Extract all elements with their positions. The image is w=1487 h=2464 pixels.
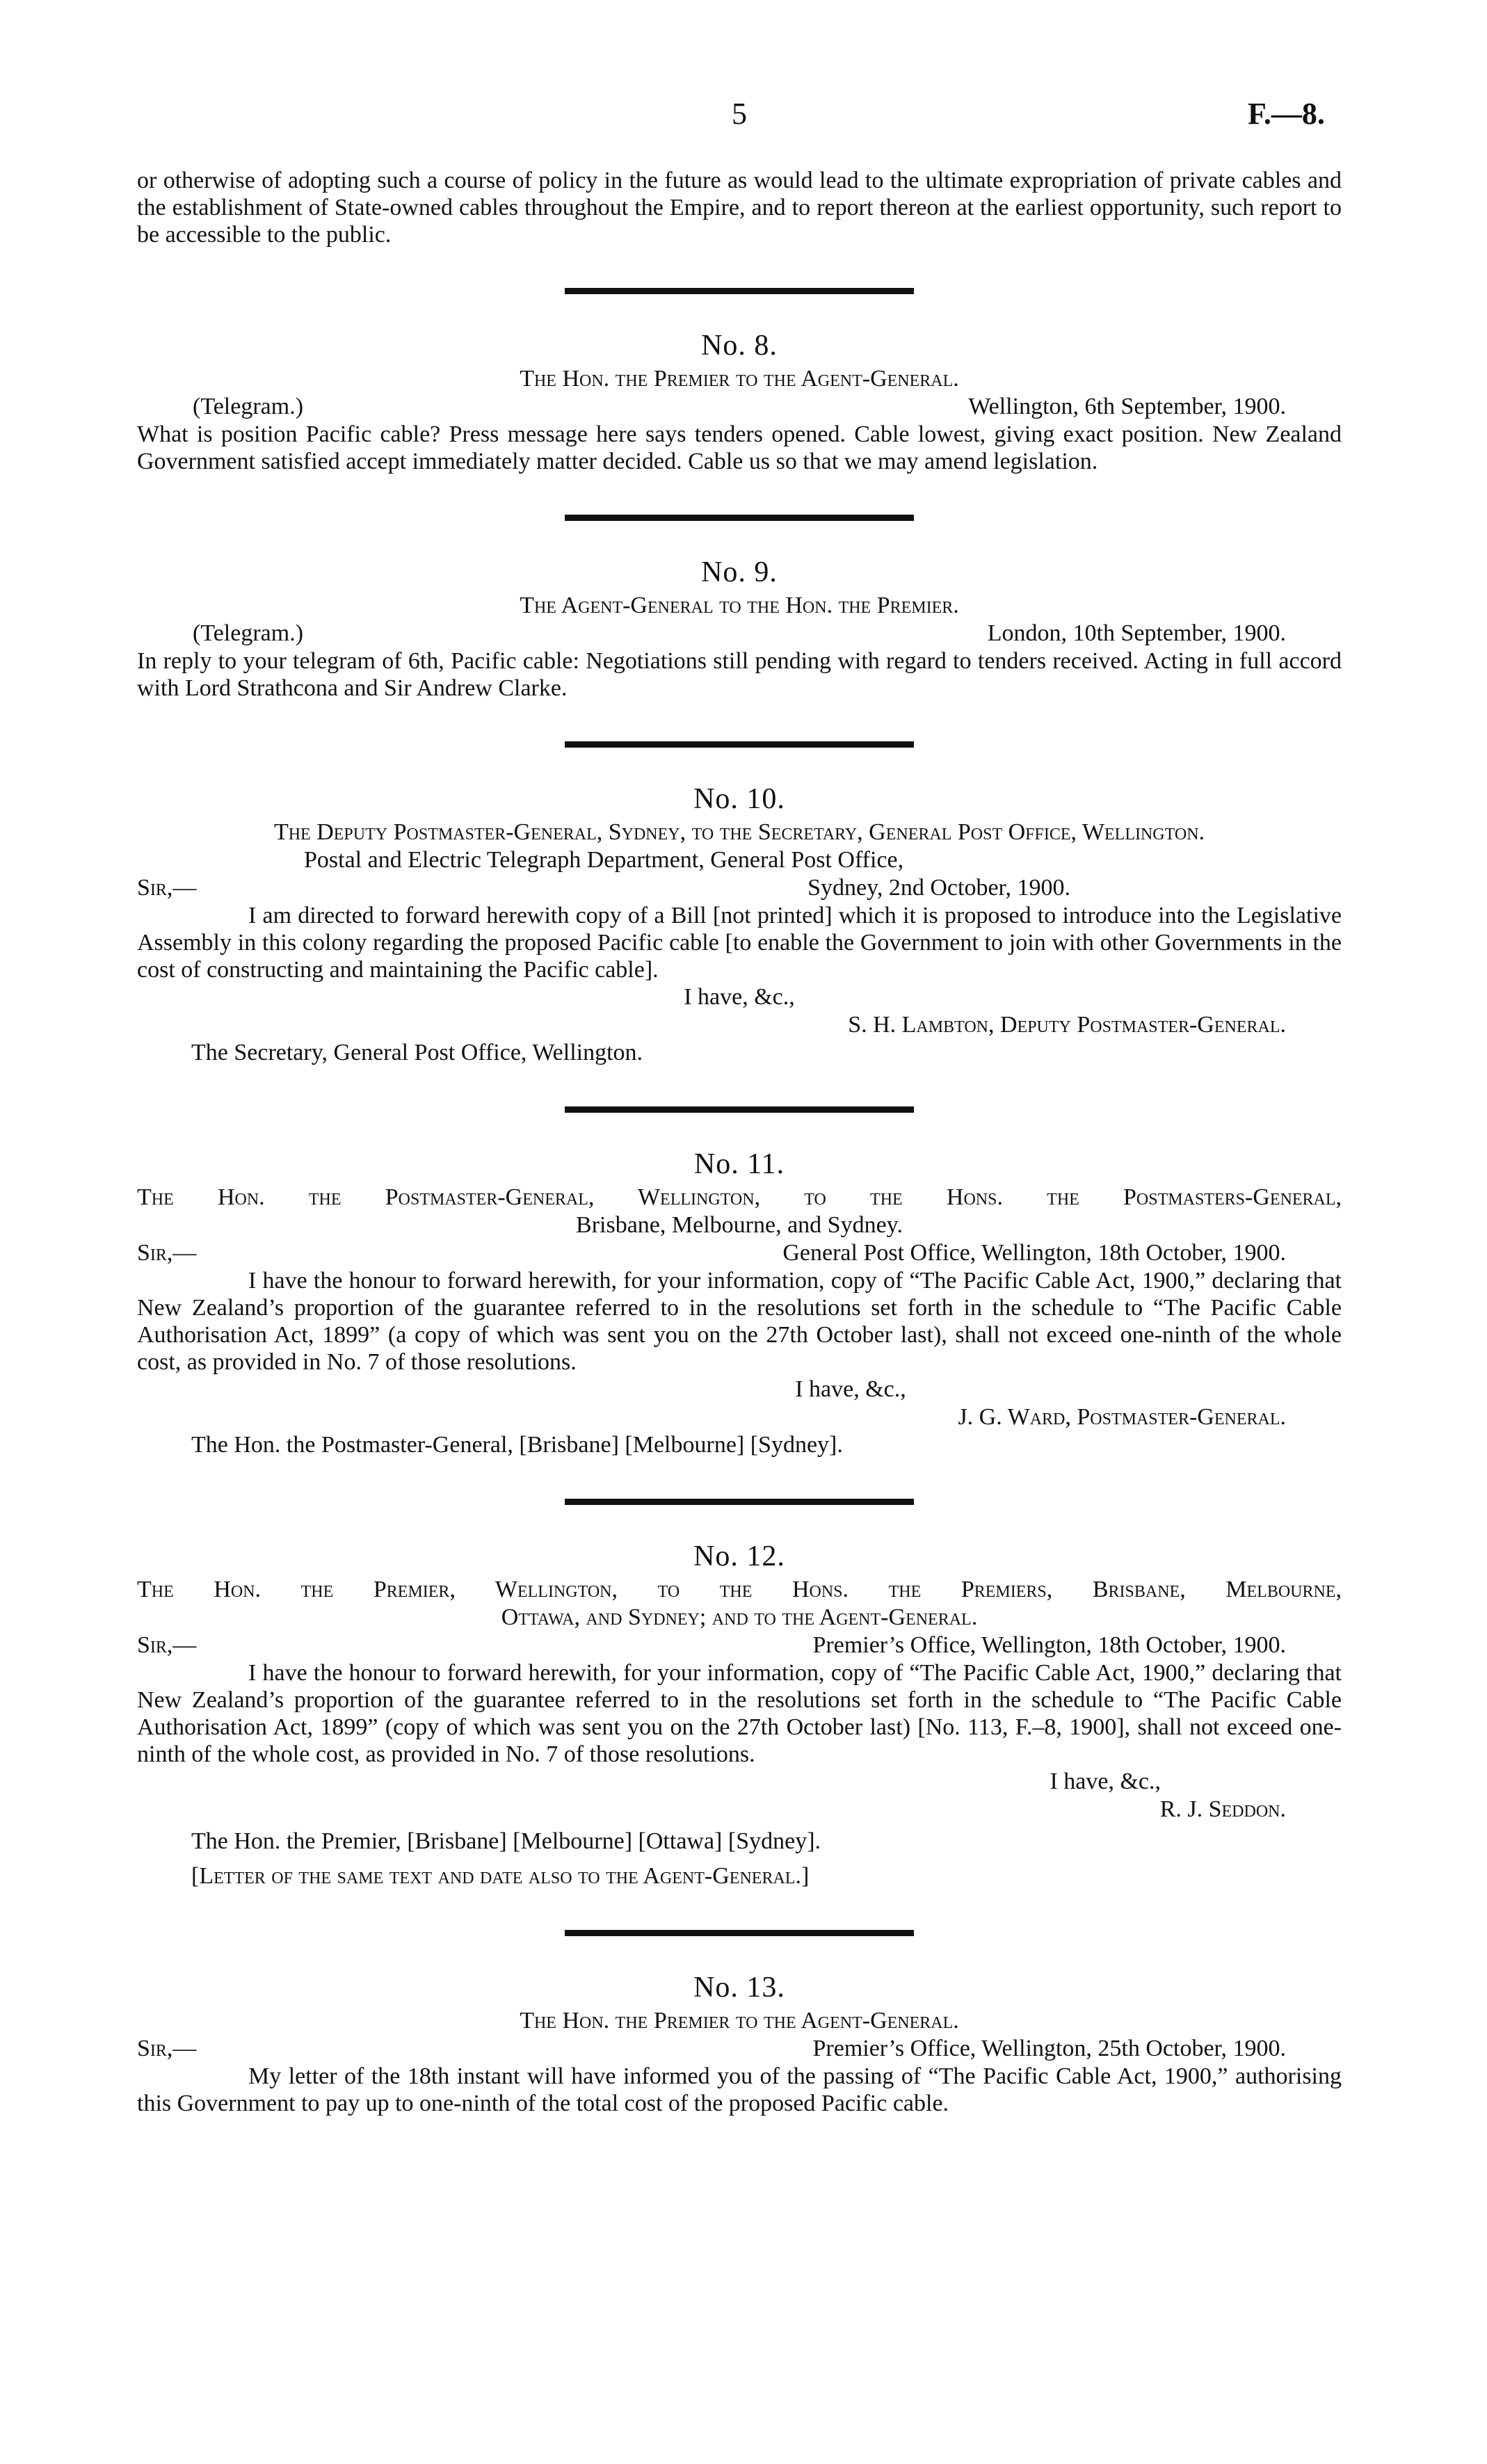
section-divider	[565, 515, 914, 521]
section-heading: The Deputy Postmaster-General, Sydney, to the Secretary, General Post Office, Wellington.	[273, 819, 1205, 845]
section-title: No. 8.	[701, 330, 778, 362]
letter-note: [Letter of the same text and date also to the Agent-General.]	[191, 1863, 810, 1889]
telegram-line	[137, 393, 1342, 421]
document-reference: F.—8.	[1248, 97, 1325, 131]
letter-salutation: Sir,—	[137, 1632, 197, 1658]
section-divider	[565, 1930, 914, 1936]
letter-salutation-line	[137, 1239, 1342, 1267]
section-title: No. 11.	[693, 1148, 785, 1180]
letter-addressee: The Hon. the Premier, [Brisbane] [Melbourne] [Ottawa] [Sydney].	[191, 1828, 821, 1854]
section-divider	[565, 741, 914, 748]
section-title: No. 13.	[693, 1972, 785, 2004]
section-title: No. 12.	[693, 1540, 785, 1572]
letter-dateline: Premier’s Office, Wellington, 25th October, 1900.	[812, 2036, 1286, 2061]
section-divider	[565, 288, 914, 294]
telegram-line	[137, 620, 1342, 647]
letter-closing: I have, &c.,	[1050, 1769, 1161, 1794]
letter-signature: R. J. Seddon.	[1159, 1796, 1286, 1822]
letter-body: My letter of the 18th instant will have informed you of the passing of “The Pacific Cable Act, 1900,” authorising this Government to pay up to one-ninth of the total cost of the proposed Pacific cable.	[137, 2063, 1342, 2116]
section-title: No. 10.	[693, 783, 785, 815]
section-heading: The Hon. the Premier, Wellington, to the Hons. the Premiers, Brisbane, Melbourne,	[137, 1577, 1342, 1602]
letter-salutation: Sir,—	[137, 2036, 197, 2061]
letter-closing: I have, &c.,	[795, 1376, 906, 1402]
letter-closing: I have, &c.,	[684, 984, 795, 1010]
section-heading: The Hon. the Premier to the Agent-General.	[520, 366, 959, 392]
letter-addressee: The Secretary, General Post Office, Wellington.	[191, 1040, 643, 1065]
telegram-dateline: Wellington, 6th September, 1900.	[968, 394, 1286, 419]
letter-signature: J. G. Ward, Postmaster-General.	[958, 1404, 1286, 1430]
document-page	[137, 97, 1342, 2117]
page-number: 5	[732, 97, 747, 131]
letter-address: Postal and Electric Telegraph Department, General Post Office,	[304, 847, 904, 873]
letter-salutation-line	[137, 874, 1342, 902]
letter-salutation: Sir,—	[137, 875, 197, 901]
letter-body: I have the honour to forward herewith, for your information, copy of “The Pacific Cable Act, 1900,” declaring that New Zealand’s proportion of the guarantee referred to in the resolutions set forth in the schedule to “The Pacific Cable Authorisation Act, 1899” (a copy of which was sent you on the 27th October last), shall not exceed one-ninth of the whole cost, as provided in No. 7 of those resolutions.	[137, 1268, 1342, 1375]
section-divider	[565, 1499, 914, 1505]
telegram-label: (Telegram.)	[193, 394, 304, 419]
letter-dateline: General Post Office, Wellington, 18th October, 1900.	[782, 1240, 1286, 1266]
intro-paragraph: or otherwise of adopting such a course of policy in the future as would lead to the ultimate expropriation of private cables and the establishment of State-owned cables throughout the Empire, and to report thereon at the earliest opportunity, such report to be accessible to the public.	[137, 168, 1342, 248]
telegram-body: In reply to your telegram of 6th, Pacific cable: Negotiations still pending with regard to tenders received. Acting in full accord with Lord Strathcona and Sir Andrew Clarke.	[137, 648, 1342, 701]
letter-dateline: Sydney, 2nd October, 1900.	[807, 875, 1070, 901]
letter-salutation-line	[137, 1632, 1342, 1659]
telegram-label: (Telegram.)	[193, 620, 304, 646]
section-heading-continued: Brisbane, Melbourne, and Sydney.	[576, 1212, 903, 1238]
letter-dateline: Premier’s Office, Wellington, 18th October, 1900.	[812, 1632, 1286, 1658]
letter-signature: S. H. Lambton, Deputy Postmaster-General.	[848, 1012, 1286, 1038]
telegram-dateline: London, 10th September, 1900.	[987, 620, 1286, 646]
telegram-body: What is position Pacific cable? Press message here says tenders opened. Cable lowest, giving exact position. New Zealand Government satisfied accept immediately matter decided. Cable us so that we may amend legislation.	[137, 421, 1342, 474]
letter-salutation: Sir,—	[137, 1240, 197, 1266]
section-divider	[565, 1106, 914, 1113]
section-heading-continued: Ottawa, and Sydney; and to the Agent-General.	[501, 1604, 978, 1630]
section-heading: The Agent-General to the Hon. the Premier.	[520, 593, 959, 618]
letter-addressee: The Hon. the Postmaster-General, [Brisbane] [Melbourne] [Sydney].	[191, 1432, 843, 1458]
section-heading: The Hon. the Premier to the Agent-General.	[520, 2008, 959, 2034]
letter-salutation-line	[137, 2035, 1342, 2063]
letter-body: I have the honour to forward herewith, for your information, copy of “The Pacific Cable Act, 1900,” declaring that New Zealand’s proportion of the guarantee referred to in the resolutions set forth in the schedule to “The Pacific Cable Authorisation Act, 1899” (copy of which was sent you on the 27th October last) [No. 113, F.–8, 1900], shall not exceed one-ninth of the whole cost, as provided in No. 7 of those resolutions.	[137, 1660, 1342, 1767]
letter-body: I am directed to forward herewith copy of a Bill [not printed] which it is proposed to introduce into the Legislative Assembly in this colony regarding the proposed Pacific cable [to enable the Government to join with other Governments in the cost of constructing and maintaining the Pacific cable].	[137, 903, 1342, 983]
section-title: No. 9.	[701, 556, 778, 588]
section-heading: The Hon. the Postmaster-General, Wellington, to the Hons. the Postmasters-General,	[137, 1184, 1342, 1210]
